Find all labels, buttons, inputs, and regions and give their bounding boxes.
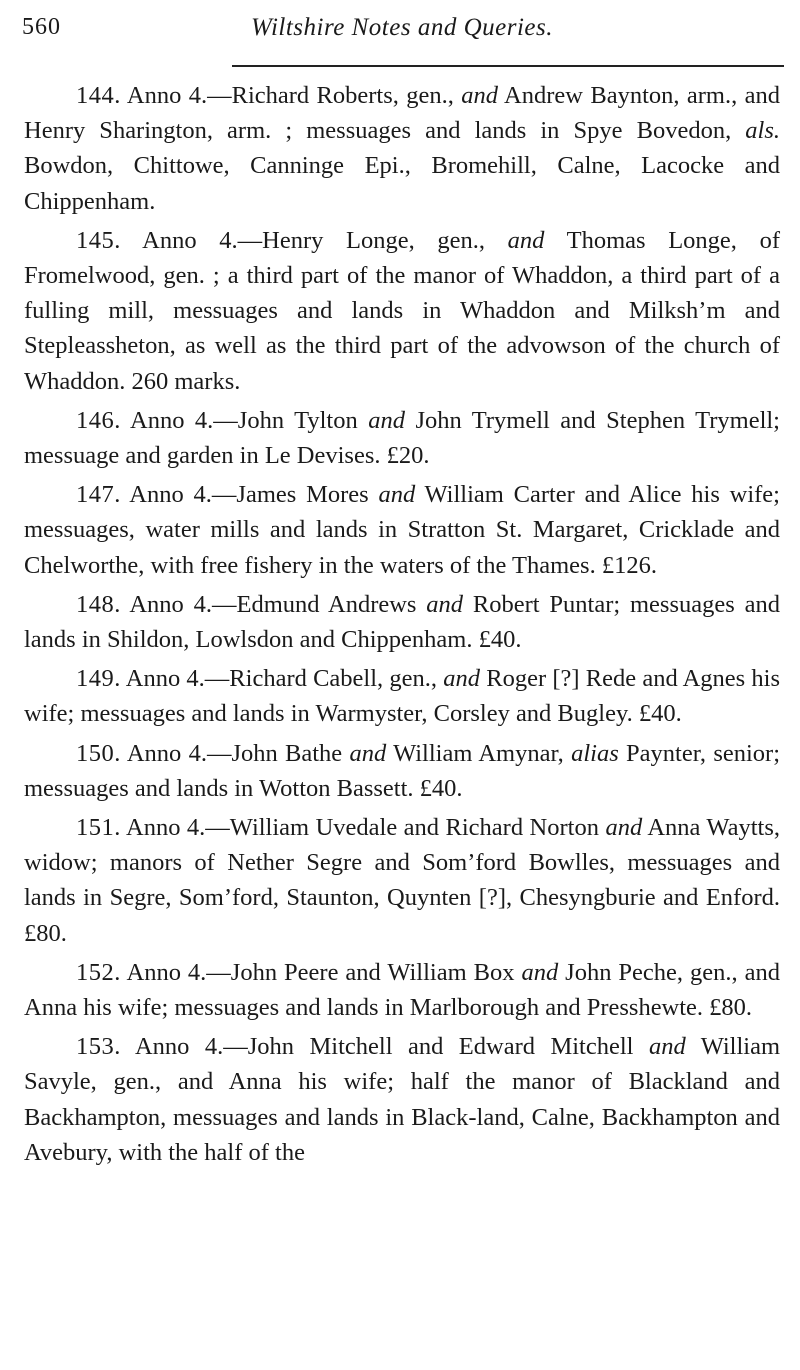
entry-text: John Trymell and Stephen Trymell; messuage and garden in Le Devises. £20.	[24, 406, 780, 470]
entry-text: Anno 4.—John Tylton	[120, 406, 369, 434]
entry-paragraph	[24, 736, 780, 806]
entry-paragraph	[24, 955, 780, 1025]
entry-text: Anno 4.—John Bathe	[120, 739, 350, 767]
entry-text: William Amynar,	[386, 739, 572, 767]
entry-number: 144.	[76, 82, 121, 109]
italic-text: and	[461, 82, 499, 109]
entry-number: 149.	[76, 665, 121, 693]
italic-text: and	[443, 665, 480, 693]
italic-text: als.	[745, 117, 780, 145]
entries-list	[24, 78, 780, 1174]
entry-text: Anno 4.—Richard Cabell, gen.,	[120, 665, 444, 693]
entry-number: 148.	[76, 590, 121, 618]
entry-number: 146.	[76, 406, 121, 434]
entry-text: Anno 4.—Edmund Andrews	[120, 590, 427, 618]
entry-paragraph	[24, 661, 780, 731]
header-rule	[232, 65, 784, 67]
entry-text: Roger [?] Rede and Agnes his wife; messuages and lands in Warmyster, Corsley and Bugley. £40.	[24, 665, 780, 728]
entry-text: Thomas Longe, of Fromelwood, gen. ; a third part of the manor of Whaddon, a third part of a fulling mill, messuages and lands in Whaddon and Milksh’m and Stepleassheton, as well as the third part of the advowson of the church of Whaddon. 260 marks.	[24, 226, 780, 395]
page-number: 560	[22, 14, 61, 40]
entry-text: John Peche, gen., and Anna his wife; messuages and lands in Marlborough and Presshewte. £80.	[24, 958, 780, 1022]
entry-paragraph	[24, 403, 780, 473]
page-header	[22, 14, 782, 48]
entry-text: Robert Puntar; messuages and lands in Shildon, Lowlsdon and Chippenham. £40.	[24, 590, 780, 654]
italic-text: and	[378, 481, 416, 509]
entry-text: William Carter and Alice his wife; messuages, water mills and lands in Stratton St. Margaret, Cricklade and Chelworthe, with free fishery in the waters of the Thames. £126.	[24, 481, 780, 579]
entry-text: Anno 4.—James Mores	[120, 481, 379, 509]
entry-text: Anno 4.—Henry Longe, gen.,	[120, 226, 508, 254]
entry-text: Anno 4.—John Mitchell and Edward Mitchell	[120, 1033, 649, 1061]
italic-text: and	[521, 958, 559, 986]
entry-paragraph	[24, 223, 780, 399]
italic-text: and	[368, 406, 405, 434]
entry-paragraph	[24, 587, 780, 657]
entry-paragraph	[24, 1029, 780, 1170]
entry-paragraph	[24, 477, 780, 583]
entry-paragraph	[24, 78, 780, 219]
italic-text: and	[349, 739, 387, 767]
entry-text: William Savyle, gen., and Anna his wife; half the manor of Blackland and Backhampton, messuages and lands in Black-land, Calne, Backhampton and Avebury, with the half of the	[24, 1033, 781, 1166]
entry-text: Bowdon, Chittowe, Canninge Epi., Bromehill, Calne, Lacocke and Chippenham.	[24, 152, 780, 215]
entry-number: 145.	[76, 226, 121, 254]
running-title: Wiltshire Notes and Queries.	[251, 14, 553, 41]
italic-text: and	[605, 814, 643, 842]
italic-text: alias	[571, 739, 619, 767]
entry-text: Anna Waytts, widow; manors of Nether Segre and Som’ford Bowlles, messuages and lands in Segre, Som’ford, Staunton, Quynten [?], Chesyngburie and Enford. £80.	[24, 814, 780, 947]
entry-text: Anno 4.—John Peere and William Box	[120, 958, 522, 986]
entry-text: Anno 4.—William Uvedale and Richard Norton	[120, 814, 606, 842]
entry-paragraph	[24, 810, 780, 951]
italic-text: and	[426, 590, 464, 618]
entry-text: Anno 4.—Richard Roberts, gen.,	[120, 82, 462, 109]
italic-text: and	[507, 226, 545, 254]
entry-number: 150.	[76, 739, 121, 767]
entry-number: 147.	[76, 481, 121, 509]
entry-text: Andrew Baynton, arm., and Henry Sharington, arm. ; messuages and lands in Spye Bovedon,	[24, 82, 780, 145]
entry-number: 151.	[76, 814, 121, 842]
entry-number: 153.	[76, 1033, 121, 1061]
entry-text: Paynter, senior; messuages and lands in Wotton Bassett. £40.	[24, 739, 781, 802]
entry-number: 152.	[76, 958, 121, 986]
italic-text: and	[648, 1033, 686, 1061]
